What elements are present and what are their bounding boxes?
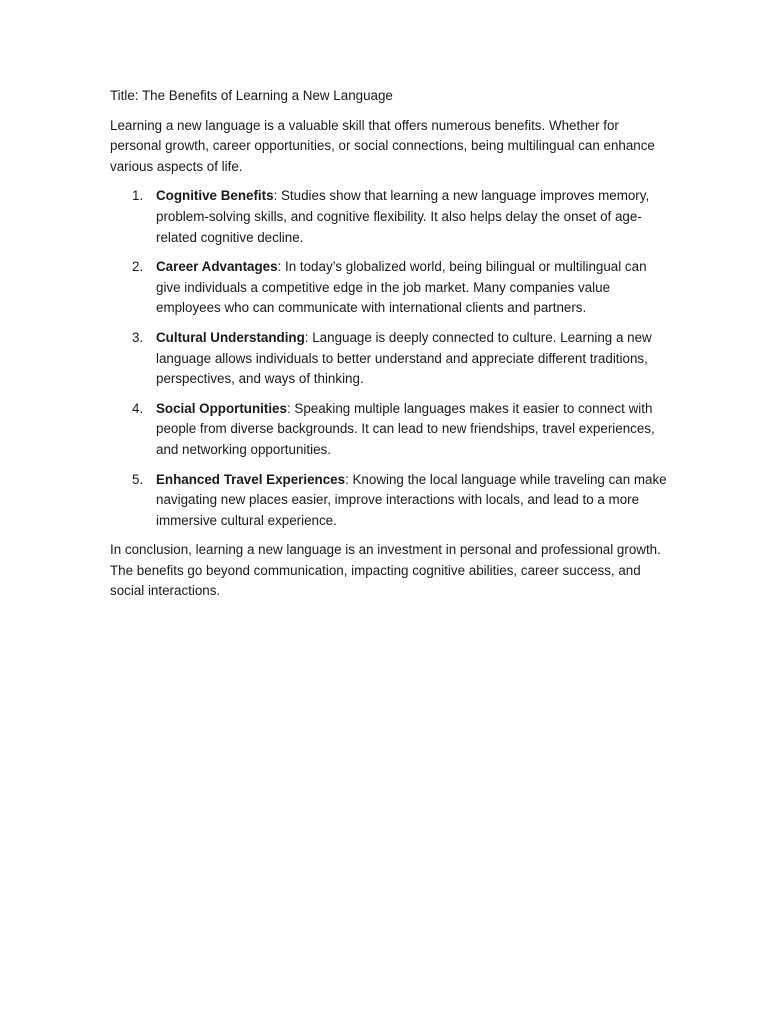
list-item-number: 4. (132, 400, 144, 416)
benefits-list (110, 186, 670, 531)
list-item-text: : Studies show that learning a new language improves memory, problem-solving skills, and cognitive flexibility. It also helps delay the onset of age-related cognitive decline. (156, 188, 650, 245)
list-item-heading: Social Opportunities (156, 400, 287, 416)
list-item (110, 399, 670, 461)
list-item-number: 3. (132, 329, 144, 345)
list-item (110, 186, 670, 248)
list-item-text: : Speaking multiple languages makes it easier to connect with people from diverse backgrounds. It can lead to new friendships, travel experiences, and networking opportunities. (156, 400, 655, 457)
list-item-text: : In today’s globalized world, being bilingual or multilingual can give individuals a competitive edge in the job market. Many companies value employees who can communicate with international clients and partners. (156, 259, 647, 316)
document-page (110, 86, 670, 611)
list-item (110, 328, 670, 390)
list-item-heading: Enhanced Travel Experiences (156, 471, 346, 487)
list-item-heading: Career Advantages (156, 259, 278, 275)
conclusion-paragraph: In conclusion, learning a new language is an investment in personal and professional growth. The benefits go beyond communication, impacting cognitive abilities, career success, and social interactions. (110, 542, 661, 599)
list-item-number: 5. (132, 471, 144, 487)
list-item (110, 470, 670, 532)
document-title: Title: The Benefits of Learning a New Language (110, 88, 393, 103)
list-item-heading: Cognitive Benefits (156, 188, 274, 204)
list-item-text: : Knowing the local language while traveling can make navigating new places easier, improve interactions with locals, and lead to a more immersive cultural experience. (156, 471, 667, 528)
list-item-heading: Cultural Understanding (156, 329, 305, 345)
list-item (110, 257, 670, 319)
intro-paragraph: Learning a new language is a valuable skill that offers numerous benefits. Whether for personal growth, career opportunities, or social connections, being multilingual can enhance various aspects of life. (110, 117, 655, 174)
list-item-text: : Language is deeply connected to culture. Learning a new language allows individuals to better understand and appreciate different traditions, perspectives, and ways of thinking. (156, 329, 652, 387)
list-item-number: 2. (132, 259, 144, 275)
list-item-number: 1. (132, 188, 144, 204)
